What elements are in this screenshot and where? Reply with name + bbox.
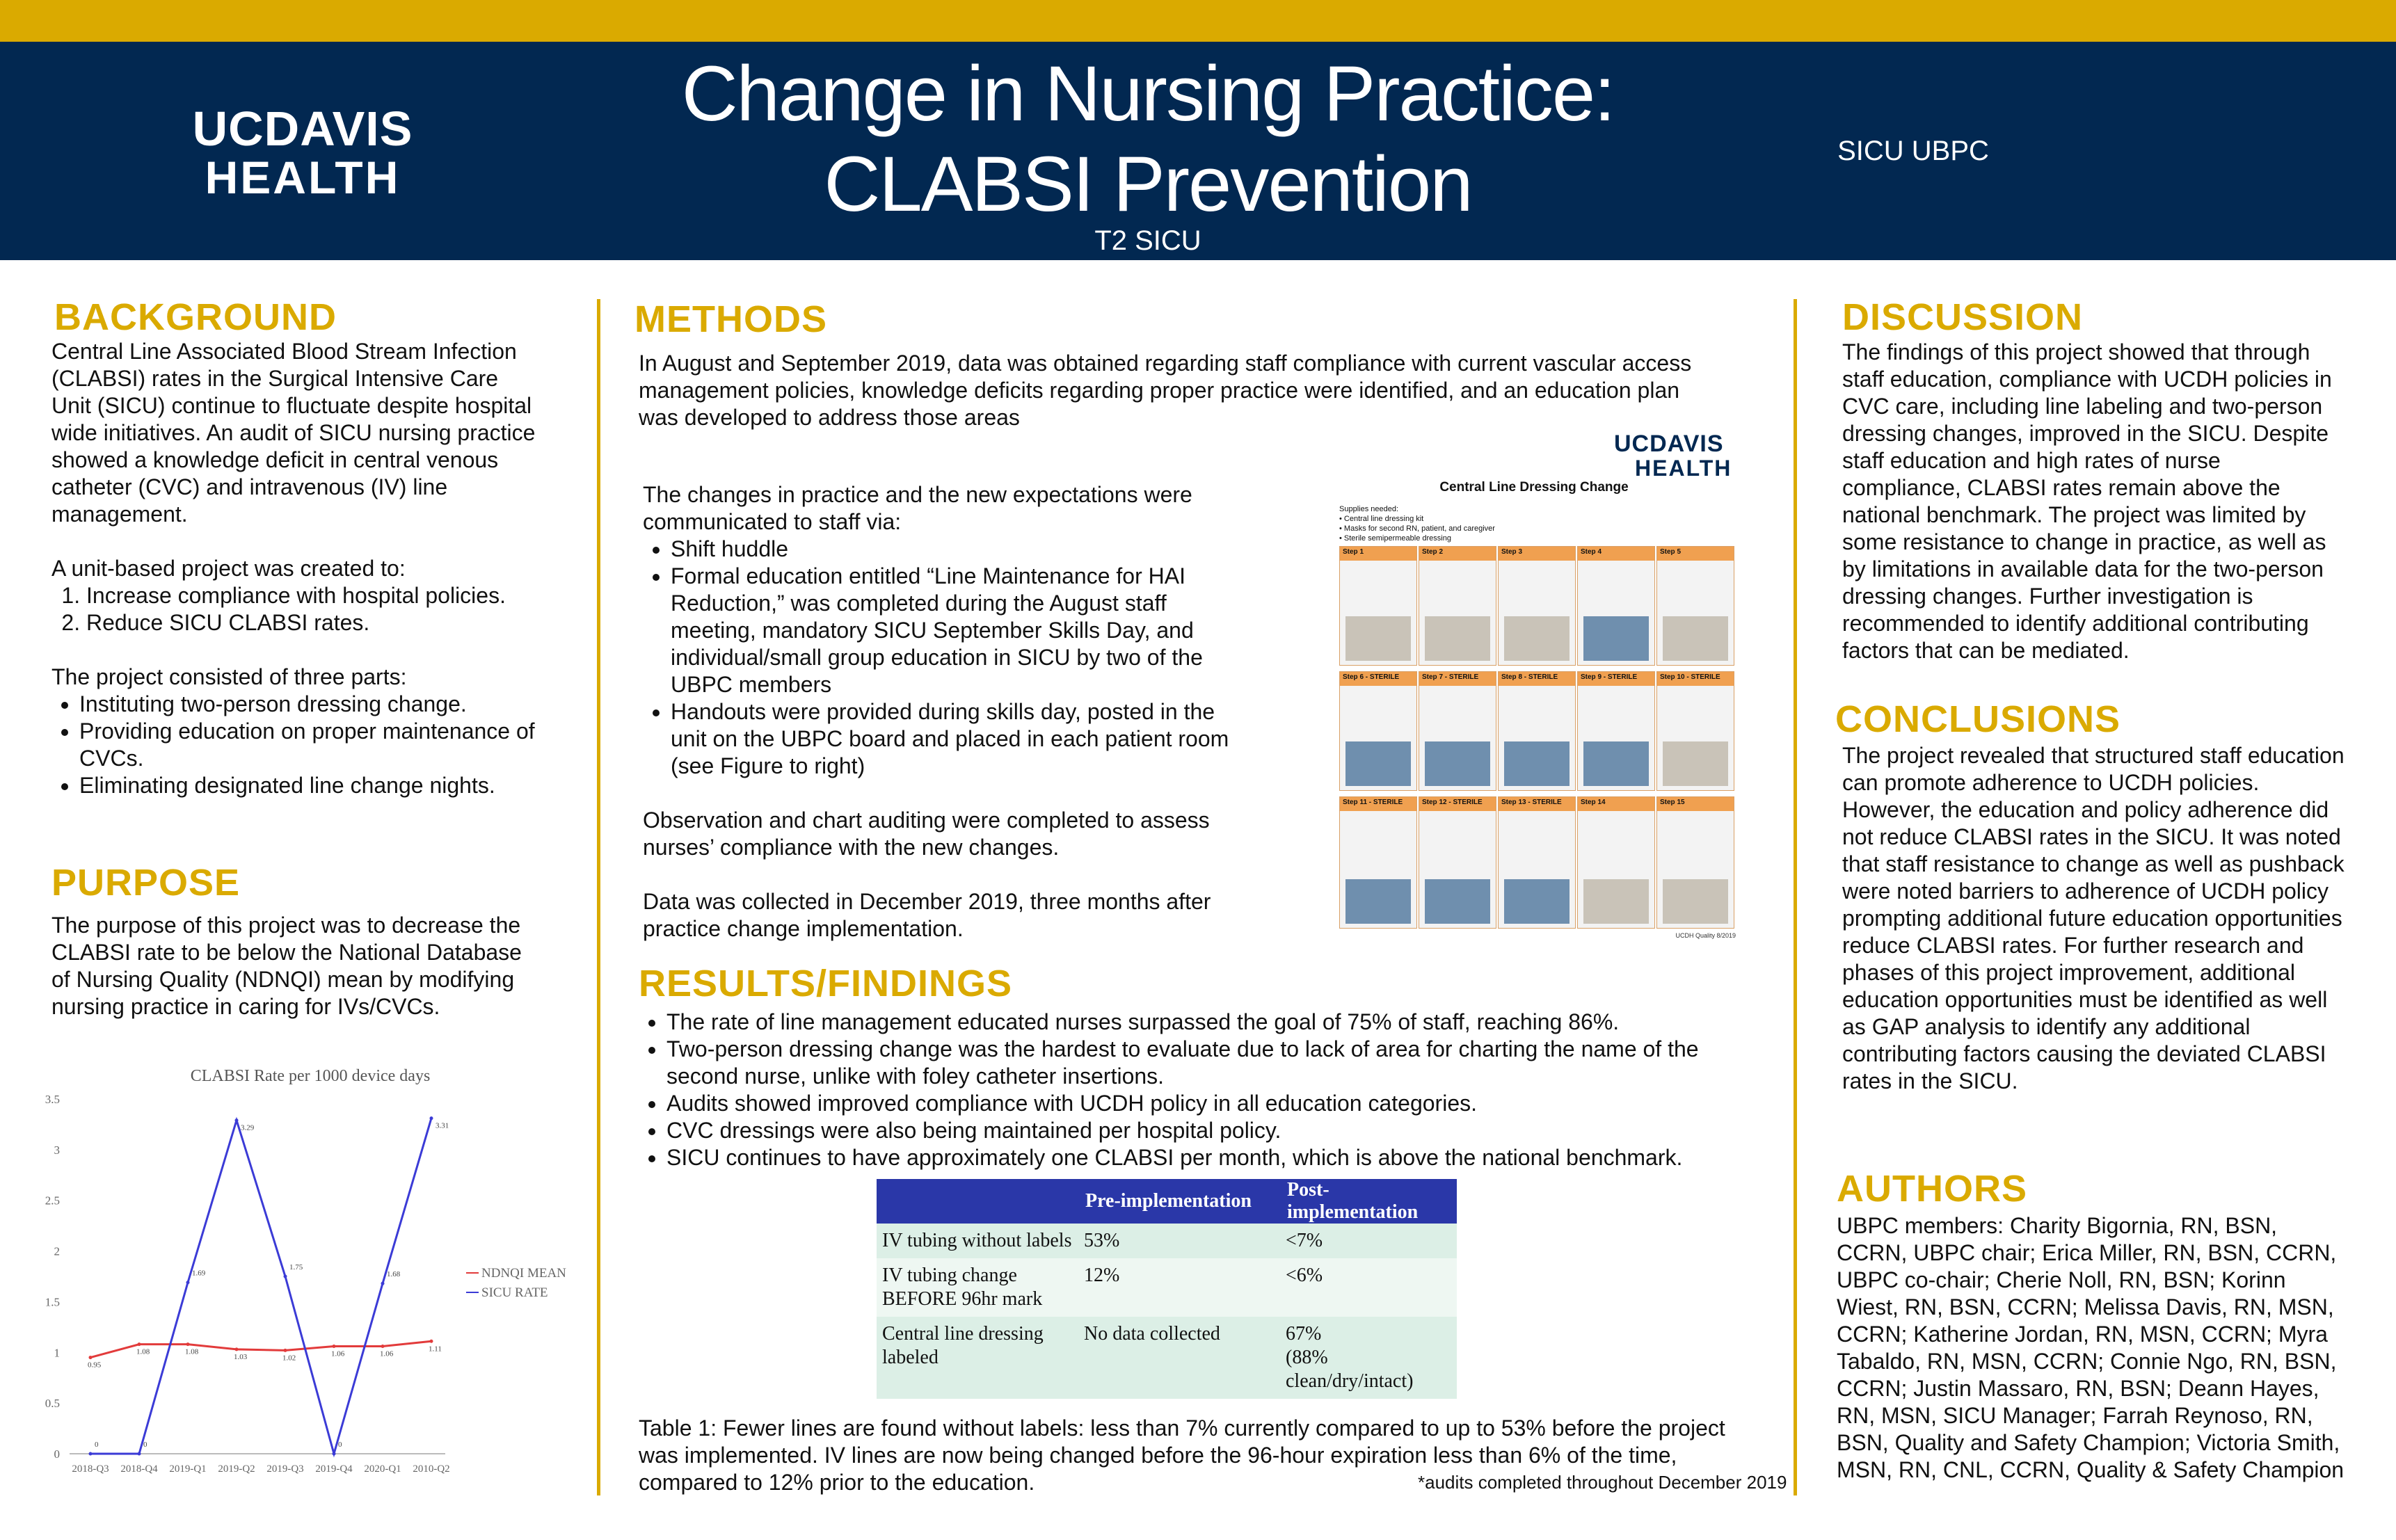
data-label: 3.29: [241, 1123, 255, 1132]
table-cell: 53%: [1078, 1224, 1280, 1258]
table-cell: [1280, 1317, 1457, 1399]
x-tick-label: 2018-Q4: [120, 1463, 158, 1475]
handout-step: Step 5: [1656, 546, 1734, 666]
methods-heading: METHODS: [634, 298, 827, 340]
list-item: • CVC dressings were also being maintained per hospital policy.: [666, 1117, 1724, 1144]
authors-text: UBPC members: Charity Bigornia, RN, BSN, CCRN, UBPC chair; Erica Miller, RN, BSN, CCRN, UBPC co-chair; Cherie Noll, RN, BSN; Korinn Wiest, RN, BSN, CCRN; Melissa Davis, RN, MSN, CCRN; Katherine Jordan, RN, MSN, CCRN; Myra Tabaldo, RN, MSN, CCRN; Connie Ngo, RN, BSN, CCRN; Justin Massaro, RN, BSN; Deann Hayes, RN, MSN, SICU Manager; Farrah Reynoso, RN, BSN, Quality and Safety Champion; Victoria Smith, MSN, RN, CNL, CCRN, Quality & Safety Champion: [1837, 1213, 2345, 1482]
data-label: 1.08: [136, 1347, 150, 1356]
y-tick-label: 0: [54, 1447, 60, 1461]
handout-step: Step 1: [1339, 546, 1417, 666]
handout-step: Step 6 - STERILE: [1339, 671, 1417, 791]
data-point: [333, 1345, 336, 1348]
handout-step: Step 12 - STERILE: [1419, 796, 1496, 929]
background-paragraph-3: The project consisted of three parts:: [51, 664, 407, 689]
handout-row-2: [1339, 671, 1736, 791]
supplies-line: • Central line dressing kit: [1339, 515, 1424, 523]
x-tick-label: 2020-Q1: [364, 1463, 401, 1475]
results-heading: RESULTS/FINDINGS: [639, 963, 1013, 1004]
chart-axes: [45, 1093, 450, 1475]
y-tick-label: 0.5: [45, 1397, 60, 1411]
methods-paragraph-1: The changes in practice and the new expectations were communicated to staff via:: [643, 482, 1192, 534]
handout-step: Step 8 - STERILE: [1498, 671, 1576, 791]
table-header-row: [877, 1179, 1457, 1224]
list-item: • Handouts were provided during skills day, posted in the unit on the UBPC board and placed in each patient room (see Figure to right): [671, 698, 1255, 780]
y-tick-label: 1: [54, 1346, 60, 1360]
list-item: • Audits showed improved compliance with UCDH policy in all education categories.: [666, 1090, 1724, 1117]
table-cell: <6%: [1280, 1258, 1457, 1317]
data-label: 1.68: [387, 1270, 401, 1279]
methods-text: [643, 481, 1255, 943]
data-label: 1.06: [380, 1349, 394, 1358]
data-label: 3.31: [436, 1121, 449, 1130]
data-label: 1.69: [192, 1269, 206, 1278]
data-point: [430, 1340, 433, 1343]
table-cell-line: (88% clean/dry/intact): [1286, 1347, 1414, 1392]
handout-supplies: [1339, 504, 1618, 543]
background-heading: BACKGROUND: [54, 296, 337, 338]
poster-title-line1: Change in Nursing Practice:: [681, 50, 1615, 137]
data-point: [235, 1347, 239, 1351]
list-item: • Two-person dressing change was the hardest to evaluate due to lack of area for charting the name of the second nurse, unlike with foley catheter insertions.: [666, 1036, 1724, 1090]
table-header: [877, 1179, 1078, 1224]
unit-tag: SICU UBPC: [1837, 136, 1989, 166]
parts-list: [51, 691, 538, 799]
background-text: [51, 338, 538, 799]
top-gold-bar: [0, 0, 2396, 42]
poster-title-line2: CLABSI Prevention: [824, 141, 1472, 227]
handout-logo-line2: HEALTH: [1635, 456, 1732, 481]
data-point: [284, 1349, 287, 1352]
background-paragraph-2: A unit-based project was created to:: [51, 556, 406, 581]
conclusion-text: The project revealed that structured staff education can promote adherence to UCDH policies. However, the education and policy adherence did not reduce CLABSI rates in the SICU. It was noted that staff resistance to change as well as pushback were noted barriers to adherence of UCDH policy prompting additional future education opportunities reduce CLABSI rates. For further research and phases of this project improvement, additional education opportunities must be identified as well as GAP analysis to identify any additional contributing factors causing the deviated CLABSI rates in the SICU.: [1842, 743, 2345, 1093]
data-label: 0: [143, 1441, 147, 1449]
handout-step: Step 15: [1656, 796, 1734, 929]
clabsi-rate-chart: [28, 1057, 584, 1489]
handout-row-3: [1339, 796, 1736, 929]
data-point: [430, 1116, 433, 1120]
data-label: 1.11: [429, 1345, 442, 1354]
column-divider-left: [597, 299, 600, 1495]
purpose-text: The purpose of this project was to decrease the CLABSI rate to be below the National Database of Nursing Quality (NDNQI) mean by modifying nursing practice in caring for IVs/CVCs.: [51, 913, 522, 1019]
list-item: • Providing education on proper maintenance of CVCs.: [79, 718, 538, 772]
list-item: 1. Increase compliance with hospital policies.: [86, 582, 538, 609]
handout-title: Central Line Dressing Change: [1439, 480, 1629, 495]
results-bullets: [639, 1009, 1724, 1171]
list-item: • Formal education entitled “Line Maintenance for HAI Reduction,” was completed during the August staff meeting, mandatory SICU September Skills Day, and individual/small group education in SICU by two of the UBPC members: [671, 563, 1255, 698]
supplies-line: Supplies needed:: [1339, 505, 1399, 513]
x-tick-label: 2018-Q3: [72, 1463, 109, 1475]
data-label: 1.03: [234, 1352, 248, 1361]
handout-step: Step 2: [1419, 546, 1496, 666]
handout-step: Step 4: [1577, 546, 1655, 666]
handout-footer: UCDH Quality 8/2019: [1675, 932, 1736, 939]
y-tick-label: 2.5: [45, 1194, 60, 1208]
table-cell: IV tubing without labels: [877, 1224, 1078, 1258]
chart-title: CLABSI Rate per 1000 device days: [190, 1067, 431, 1085]
data-point: [381, 1345, 385, 1348]
data-label: 0: [338, 1441, 342, 1449]
data-point: [186, 1281, 190, 1284]
discussion-heading: DISCUSSION: [1842, 296, 2084, 338]
methods-intro: In August and September 2019, data was obtained regarding staff compliance with current vascular access management policies, knowledge deficits regarding proper practice were identified, and an education plan was developed to address those areas: [639, 351, 1692, 430]
ucdavis-logo-line1: UCDAVIS: [192, 102, 413, 156]
data-point: [381, 1282, 385, 1285]
conclusion-heading: CONCLUSIONS: [1835, 698, 2121, 740]
background-paragraph-1: Central Line Associated Blood Stream Infection (CLABSI) rates in the Surgical Intensive Care Unit (SICU) continue to fluctuate despite hospital wide initiatives. An audit of SICU nursing practice showed a knowledge deficit in central venous catheter (CVC) and intravenous (IV) line management.: [51, 339, 536, 527]
table-cell: No data collected: [1078, 1317, 1280, 1399]
x-tick-label: 2010-Q2: [413, 1463, 450, 1475]
x-tick-label: 2019-Q1: [169, 1463, 207, 1475]
table-cell-line: 67%: [1286, 1323, 1322, 1345]
handout-step: Step 9 - STERILE: [1577, 671, 1655, 791]
table-caption: Table 1: Fewer lines are found without labels: less than 7% currently compared to up to 53% before the project was implemented. IV lines are now being changed before the 96-hour expiration less than 6% of the time, compared to 12% prior to the education.: [639, 1415, 1725, 1495]
column-divider-right: [1794, 299, 1797, 1495]
list-item: • Eliminating designated line change nights.: [79, 772, 538, 799]
list-item: 2. Reduce SICU CLABSI rates.: [86, 609, 538, 636]
x-tick-label: 2019-Q4: [315, 1463, 353, 1475]
handout-step: Step 3: [1498, 546, 1576, 666]
data-point: [138, 1342, 141, 1346]
table-cell: <7%: [1280, 1224, 1457, 1258]
handout-step: Step 7 - STERILE: [1419, 671, 1496, 791]
results-text: [639, 1009, 1724, 1171]
table-header: Post-implementation: [1280, 1179, 1457, 1224]
legend-label: SICU RATE: [481, 1285, 548, 1300]
goals-list: [51, 582, 538, 636]
handout-row-1: [1339, 546, 1736, 666]
handout-step: Step 14: [1577, 796, 1655, 929]
handout-logo-line1: UCDAVIS: [1614, 431, 1724, 457]
list-item: • SICU continues to have approximately one CLABSI per month, which is above the national benchmark.: [666, 1144, 1724, 1171]
supplies-line: • Sterile semipermeable dressing: [1339, 534, 1451, 543]
dressing-change-handout: [1339, 428, 1736, 949]
data-label: 1.02: [282, 1354, 296, 1363]
chart-series: [88, 1116, 449, 1455]
poster-subtitle: T2 SICU: [1094, 225, 1201, 256]
list-item: • The rate of line management educated nurses surpassed the goal of 75% of staff, reaching 86%.: [666, 1009, 1724, 1036]
supplies-line: • Masks for second RN, patient, and caregiver: [1339, 524, 1495, 533]
authors-heading: AUTHORS: [1837, 1168, 2027, 1210]
audit-footnote: *audits completed throughout December 2019: [1418, 1472, 1787, 1493]
table-row: [877, 1224, 1457, 1258]
data-point: [138, 1452, 141, 1456]
data-point: [333, 1452, 336, 1456]
discussion-text: The findings of this project showed that through staff education, compliance with UCDH policies in CVC care, including line labeling and two-person dressing changes, improved in the SICU. Despite staff education and high rates of nurse compliance, CLABSI rates remain above the national benchmark. The project was limited by some resistance to change in practice, as well as by limitations in available data for the two-person dressing changes. Further investigation is recommended to identify additional contributing factors that can be mediated.: [1842, 339, 2332, 663]
data-label: 1.06: [331, 1349, 345, 1358]
data-point: [89, 1452, 93, 1456]
y-tick-label: 2: [54, 1244, 60, 1258]
y-tick-label: 1.5: [45, 1295, 60, 1309]
data-label: 1.08: [185, 1347, 199, 1356]
data-point: [284, 1275, 287, 1278]
y-tick-label: 3.5: [45, 1093, 60, 1106]
results-table: [877, 1179, 1457, 1399]
x-tick-label: 2019-Q2: [218, 1463, 255, 1475]
methods-paragraph-3: Data was collected in December 2019, three months after practice change implementation.: [643, 889, 1211, 941]
chart-legend: [466, 1266, 566, 1300]
data-label: 0.95: [88, 1361, 102, 1370]
methods-paragraph-2: Observation and chart auditing were completed to assess nurses’ compliance with the new changes.: [643, 808, 1210, 860]
data-label: 1.75: [289, 1263, 303, 1272]
ucdavis-logo-line2: HEALTH: [205, 152, 401, 203]
list-item: • Shift huddle: [671, 536, 1255, 563]
table-cell: Central line dressing labeled: [877, 1317, 1078, 1399]
data-point: [186, 1342, 190, 1346]
table-cell: IV tubing change BEFORE 96hr mark: [877, 1258, 1078, 1317]
purpose-heading: PURPOSE: [51, 862, 241, 904]
handout-step: Step 10 - STERILE: [1656, 671, 1734, 791]
data-point: [89, 1356, 93, 1359]
table-row: [877, 1317, 1457, 1399]
data-label: 0: [95, 1441, 99, 1449]
methods-bullets: [643, 536, 1255, 780]
table-row: [877, 1258, 1457, 1317]
table-header: Pre-implementation: [1078, 1179, 1280, 1224]
table-cell: 12%: [1078, 1258, 1280, 1317]
series-line-sicu: [90, 1118, 431, 1454]
legend-label: NDNQI MEAN: [481, 1266, 566, 1281]
x-tick-label: 2019-Q3: [266, 1463, 304, 1475]
list-item: • Instituting two-person dressing change.: [79, 691, 538, 718]
handout-step: Step 11 - STERILE: [1339, 796, 1417, 929]
y-tick-label: 3: [54, 1143, 60, 1157]
data-point: [235, 1118, 239, 1122]
handout-step: Step 13 - STERILE: [1498, 796, 1576, 929]
